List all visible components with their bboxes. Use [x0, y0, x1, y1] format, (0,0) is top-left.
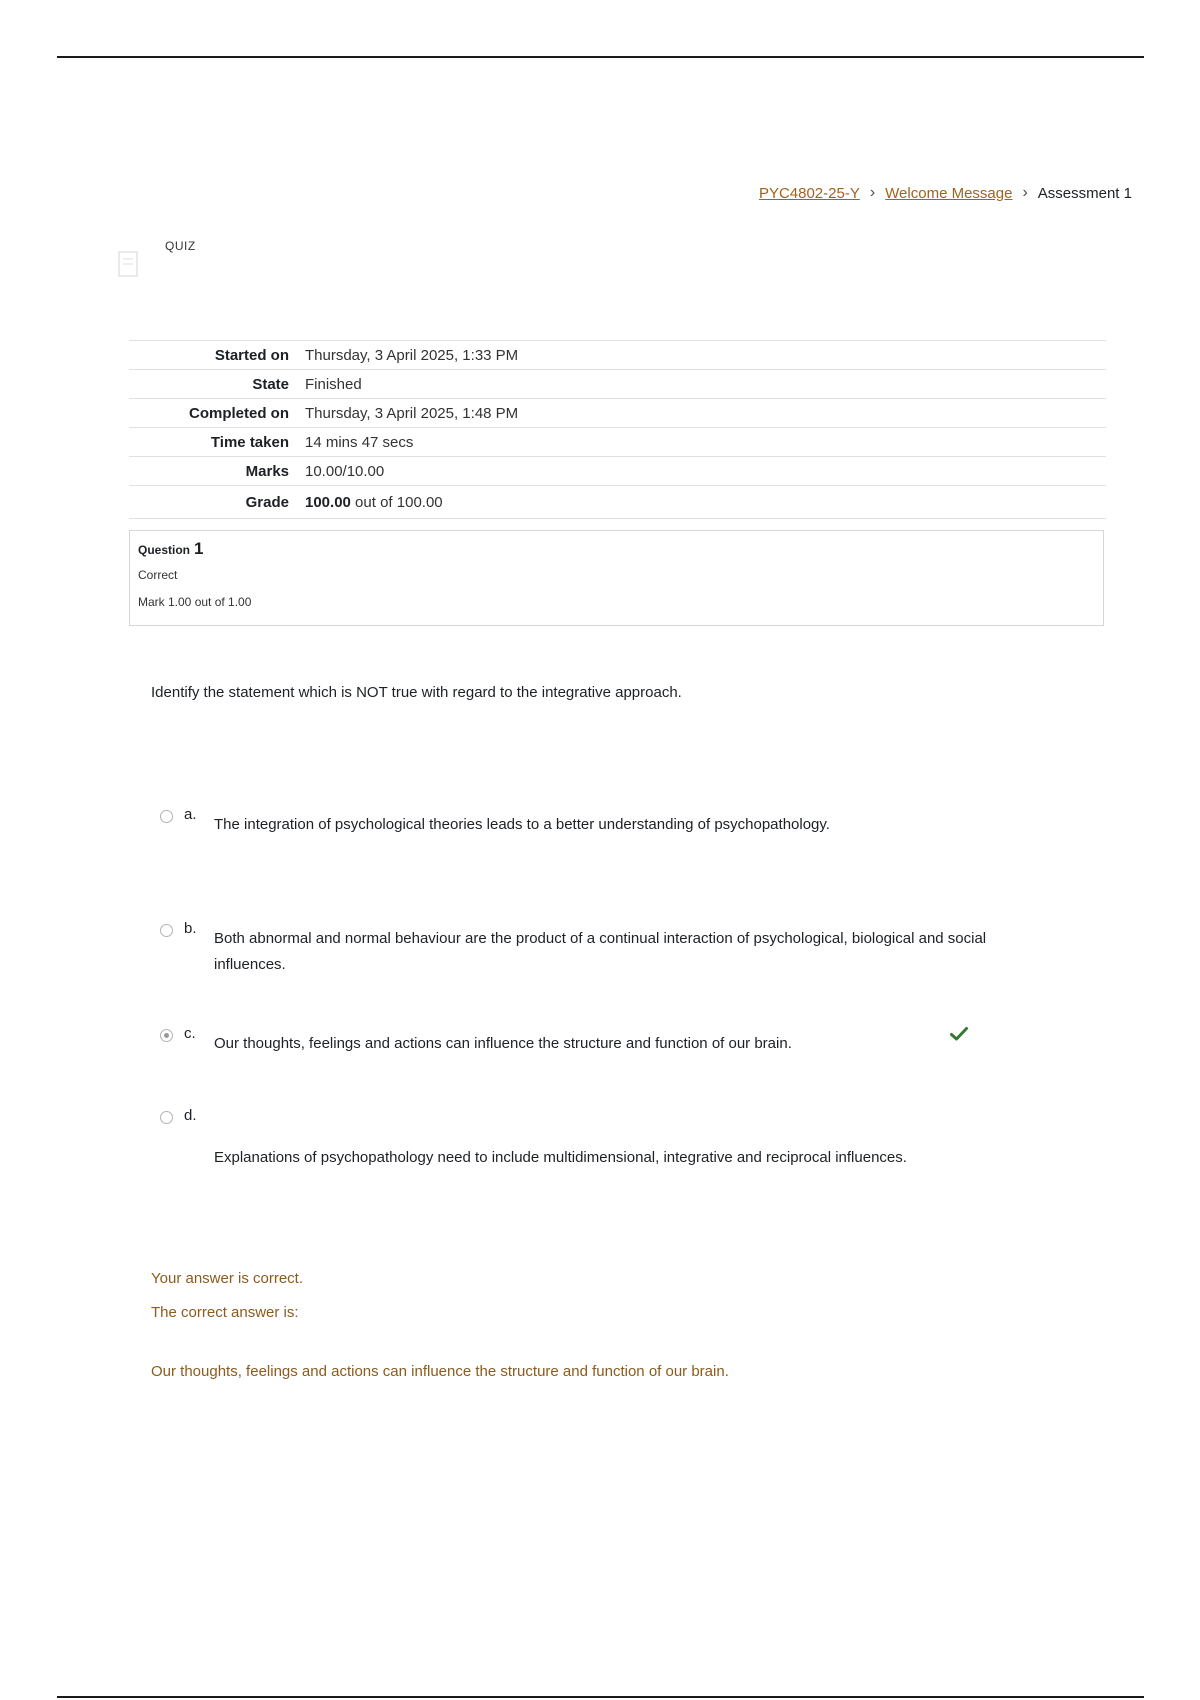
summary-label: Marks	[245, 462, 289, 480]
summary-label: Completed on	[189, 404, 289, 422]
summary-row	[129, 457, 1106, 486]
page-top-rule	[57, 56, 1144, 58]
question-mark: Mark 1.00 out of 1.00	[138, 595, 252, 609]
question-number	[138, 539, 1095, 559]
chevron-right-icon: ›	[1022, 184, 1028, 201]
summary-value: Thursday, 3 April 2025, 1:48 PM	[305, 404, 519, 422]
grade-total: out of 100.00	[350, 493, 443, 511]
radio-button-selected[interactable]	[160, 1029, 173, 1042]
question-label: Question	[138, 543, 191, 557]
radio-button[interactable]	[160, 810, 173, 823]
breadcrumb-course-link[interactable]: PYC4802-25-Y	[758, 184, 860, 202]
summary-value: Finished	[305, 375, 362, 393]
activity-type-label: QUIZ	[165, 239, 196, 253]
grade-score: 100.00	[305, 493, 351, 511]
question-state: Correct	[138, 568, 178, 582]
question-info-box	[129, 530, 1104, 626]
question-number-value: 1	[194, 539, 204, 558]
option-letter: d.	[184, 1107, 197, 1124]
feedback-correct-intro: The correct answer is:	[151, 1304, 299, 1321]
summary-label: Started on	[214, 346, 289, 364]
check-icon	[950, 1026, 968, 1042]
summary-row	[129, 399, 1106, 428]
breadcrumb-current: Assessment 1	[1037, 184, 1132, 202]
breadcrumb	[759, 184, 1132, 202]
summary-value: Thursday, 3 April 2025, 1:33 PM	[305, 346, 519, 364]
grade-value	[305, 486, 1106, 519]
breadcrumb-section-link[interactable]: Welcome Message	[885, 184, 1013, 202]
option-text: The integration of psychological theories leads to a better understanding of psychopathology.	[214, 816, 830, 833]
summary-row	[129, 428, 1106, 457]
summary-value: 10.00/10.00	[305, 462, 385, 480]
page-bottom-rule	[57, 1696, 1144, 1698]
summary-row	[129, 341, 1106, 370]
option-letter: a.	[184, 806, 197, 823]
grade-label: Grade	[245, 493, 289, 511]
option-letter: b.	[184, 920, 197, 937]
summary-row	[129, 370, 1106, 399]
summary-row-grade	[129, 486, 1106, 519]
attempt-summary-table	[129, 340, 1106, 519]
option-text: Both abnormal and normal behaviour are the product of a continual interaction of psychological, biological and social influences.	[214, 930, 987, 973]
radio-button[interactable]	[160, 1111, 173, 1124]
question-text: Identify the statement which is NOT true with regard to the integrative approach.	[151, 684, 682, 701]
chevron-right-icon: ›	[869, 184, 876, 201]
summary-label: Time taken	[210, 433, 289, 451]
radio-button[interactable]	[160, 924, 173, 937]
option-text: Our thoughts, feelings and actions can influence the structure and function of our brain.	[214, 1035, 792, 1052]
option-text: Explanations of psychopathology need to include multidimensional, integrative and reciprocal influences.	[214, 1149, 907, 1166]
feedback-result: Your answer is correct.	[151, 1270, 304, 1287]
quiz-icon	[116, 250, 142, 280]
feedback-correct-answer: Our thoughts, feelings and actions can influence the structure and function of our brain.	[151, 1363, 729, 1380]
summary-value: 14 mins 47 secs	[305, 433, 414, 451]
option-letter: c.	[184, 1025, 196, 1042]
summary-label: State	[252, 375, 289, 393]
